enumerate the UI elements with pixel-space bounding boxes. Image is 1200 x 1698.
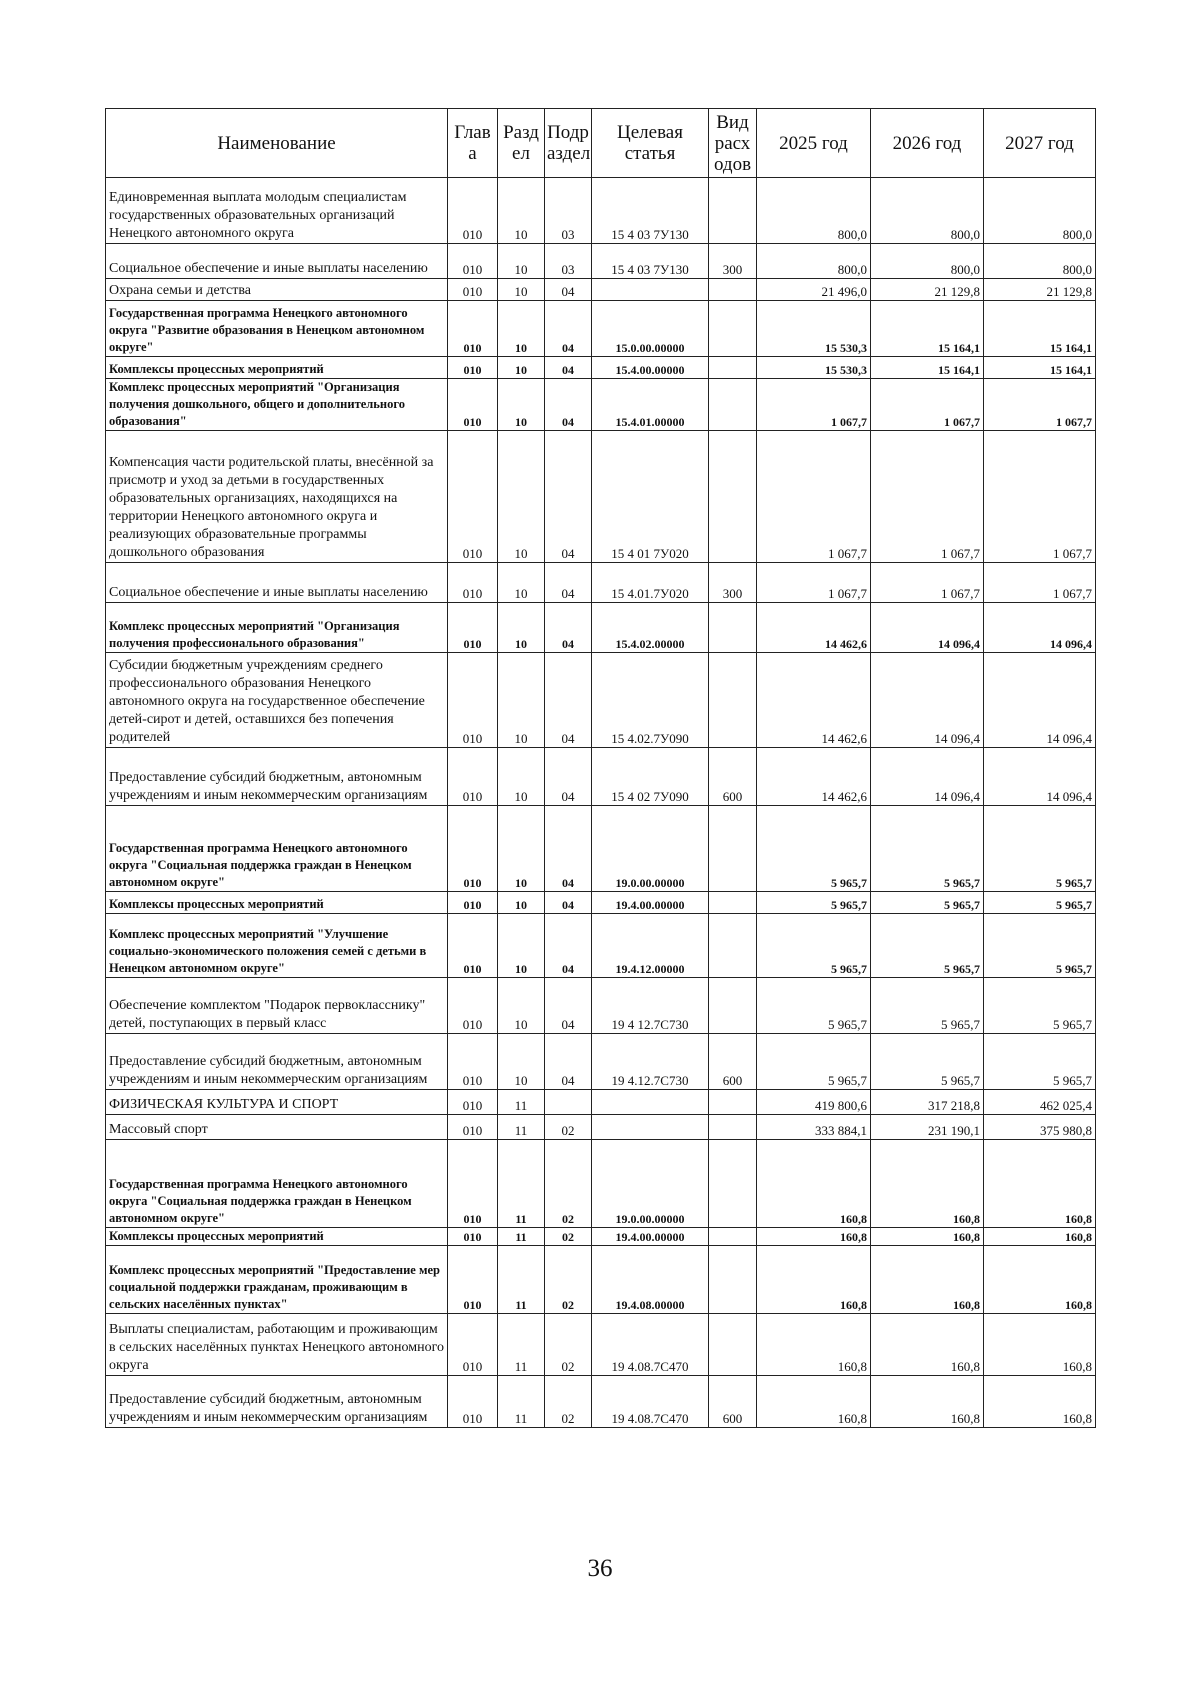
cell-year-2027: 1 067,7 [984, 563, 1096, 603]
cell-celevaya-statya: 19.0.00.00000 [592, 806, 709, 892]
cell-year-2026: 160,8 [871, 1376, 984, 1428]
table-row [106, 892, 1096, 914]
cell-glava: 010 [448, 379, 498, 431]
cell-year-2025: 333 884,1 [757, 1115, 871, 1140]
cell-podrazdel: 04 [545, 279, 592, 301]
cell-year-2026: 317 218,8 [871, 1090, 984, 1115]
header-glava: Глав а [448, 109, 498, 178]
cell-podrazdel: 04 [545, 748, 592, 806]
cell-razdel: 10 [498, 244, 545, 279]
cell-year-2025: 160,8 [757, 1228, 871, 1246]
cell-year-2027: 375 980,8 [984, 1115, 1096, 1140]
cell-razdel: 10 [498, 914, 545, 978]
cell-year-2025: 800,0 [757, 244, 871, 279]
table-row [106, 431, 1096, 563]
cell-year-2027: 160,8 [984, 1228, 1096, 1246]
header-year-2026: 2026 год [871, 109, 984, 178]
cell-year-2025: 5 965,7 [757, 806, 871, 892]
table-row [106, 653, 1096, 748]
cell-razdel: 11 [498, 1115, 545, 1140]
cell-year-2026: 160,8 [871, 1140, 984, 1228]
cell-celevaya-statya [592, 1115, 709, 1140]
cell-vid-rashodov: 300 [709, 244, 757, 279]
cell-year-2026: 5 965,7 [871, 978, 984, 1034]
cell-razdel: 10 [498, 379, 545, 431]
cell-celevaya-statya: 15.4.00.00000 [592, 357, 709, 379]
cell-razdel: 10 [498, 603, 545, 653]
cell-year-2027: 5 965,7 [984, 978, 1096, 1034]
cell-podrazdel: 04 [545, 563, 592, 603]
cell-year-2027: 14 096,4 [984, 748, 1096, 806]
table-row [106, 279, 1096, 301]
cell-name: Комплекс процессных мероприятий "Предоставление мер социальной поддержки гражданам, проживающим в сельских населённых пунктах" [106, 1246, 448, 1314]
cell-razdel: 11 [498, 1314, 545, 1376]
cell-celevaya-statya: 19.4.00.00000 [592, 1228, 709, 1246]
table-row [106, 1246, 1096, 1314]
cell-podrazdel: 03 [545, 178, 592, 244]
cell-podrazdel: 04 [545, 431, 592, 563]
cell-podrazdel: 02 [545, 1376, 592, 1428]
cell-glava: 010 [448, 279, 498, 301]
cell-celevaya-statya: 15.4.02.00000 [592, 603, 709, 653]
cell-year-2026: 160,8 [871, 1228, 984, 1246]
cell-celevaya-statya: 19.0.00.00000 [592, 1140, 709, 1228]
cell-celevaya-statya: 19 4 12.7С730 [592, 978, 709, 1034]
cell-razdel: 10 [498, 431, 545, 563]
table-row [106, 301, 1096, 357]
cell-year-2027: 1 067,7 [984, 379, 1096, 431]
cell-year-2026: 1 067,7 [871, 431, 984, 563]
cell-celevaya-statya: 19.4.08.00000 [592, 1246, 709, 1314]
cell-year-2025: 800,0 [757, 178, 871, 244]
cell-razdel: 10 [498, 563, 545, 603]
cell-year-2027: 15 164,1 [984, 301, 1096, 357]
table-row [106, 1090, 1096, 1115]
cell-year-2026: 1 067,7 [871, 379, 984, 431]
cell-vid-rashodov [709, 1246, 757, 1314]
cell-razdel: 11 [498, 1376, 545, 1428]
cell-razdel: 11 [498, 1140, 545, 1228]
cell-glava: 010 [448, 357, 498, 379]
cell-year-2027: 800,0 [984, 244, 1096, 279]
cell-vid-rashodov [709, 914, 757, 978]
cell-vid-rashodov: 300 [709, 563, 757, 603]
cell-razdel: 11 [498, 1246, 545, 1314]
cell-year-2026: 15 164,1 [871, 301, 984, 357]
cell-celevaya-statya: 19 4.08.7С470 [592, 1376, 709, 1428]
table-row [106, 178, 1096, 244]
table-row [106, 748, 1096, 806]
cell-year-2027: 5 965,7 [984, 892, 1096, 914]
cell-year-2026: 5 965,7 [871, 806, 984, 892]
cell-razdel: 11 [498, 1090, 545, 1115]
table-row [106, 1140, 1096, 1228]
table-row [106, 914, 1096, 978]
cell-glava: 010 [448, 978, 498, 1034]
cell-year-2027: 160,8 [984, 1376, 1096, 1428]
cell-podrazdel: 04 [545, 806, 592, 892]
cell-year-2027: 1 067,7 [984, 431, 1096, 563]
header-year-2025: 2025 год [757, 109, 871, 178]
cell-year-2025: 5 965,7 [757, 892, 871, 914]
cell-razdel: 10 [498, 892, 545, 914]
cell-podrazdel: 02 [545, 1314, 592, 1376]
cell-podrazdel: 04 [545, 653, 592, 748]
cell-celevaya-statya: 15.0.00.00000 [592, 301, 709, 357]
cell-vid-rashodov: 600 [709, 1034, 757, 1090]
cell-name: Социальное обеспечение и иные выплаты населению [106, 563, 448, 603]
cell-year-2025: 419 800,6 [757, 1090, 871, 1115]
cell-glava: 010 [448, 1246, 498, 1314]
cell-glava: 010 [448, 914, 498, 978]
cell-year-2026: 1 067,7 [871, 563, 984, 603]
cell-razdel: 10 [498, 357, 545, 379]
table-row [106, 1376, 1096, 1428]
cell-vid-rashodov [709, 301, 757, 357]
cell-celevaya-statya: 15 4.02.7У090 [592, 653, 709, 748]
cell-year-2026: 800,0 [871, 178, 984, 244]
cell-name: Охрана семьи и детства [106, 279, 448, 301]
cell-glava: 010 [448, 1376, 498, 1428]
cell-name: Предоставление субсидий бюджетным, автономным учреждениям и иным некоммерческим организациям [106, 1376, 448, 1428]
cell-vid-rashodov [709, 978, 757, 1034]
cell-year-2027: 15 164,1 [984, 357, 1096, 379]
cell-vid-rashodov [709, 279, 757, 301]
cell-name: Субсидии бюджетным учреждениям среднего профессионального образования Ненецкого автономного округа на государственное обеспечение детей-сирот и детей, оставшихся без попечения родителей [106, 653, 448, 748]
cell-vid-rashodov [709, 1228, 757, 1246]
header-razdel: Разд ел [498, 109, 545, 178]
cell-vid-rashodov [709, 806, 757, 892]
cell-year-2025: 15 530,3 [757, 357, 871, 379]
cell-podrazdel: 04 [545, 379, 592, 431]
table-row [106, 806, 1096, 892]
cell-razdel: 10 [498, 279, 545, 301]
cell-podrazdel: 04 [545, 978, 592, 1034]
cell-vid-rashodov [709, 1115, 757, 1140]
cell-year-2025: 5 965,7 [757, 914, 871, 978]
cell-name: Комплекс процессных мероприятий "Улучшение социально-экономического положения семей с детьми в Ненецком автономном округе" [106, 914, 448, 978]
cell-glava: 010 [448, 1034, 498, 1090]
cell-name: Выплаты специалистам, работающим и проживающим в сельских населённых пунктах Ненецкого автономного округа [106, 1314, 448, 1376]
cell-name: Государственная программа Ненецкого автономного округа "Развитие образования в Ненецком автономном округе" [106, 301, 448, 357]
cell-vid-rashodov [709, 357, 757, 379]
cell-celevaya-statya: 15 4.01.7У020 [592, 563, 709, 603]
cell-name: Массовый спорт [106, 1115, 448, 1140]
cell-celevaya-statya: 15 4 03 7У130 [592, 178, 709, 244]
cell-glava: 010 [448, 178, 498, 244]
cell-year-2025: 14 462,6 [757, 748, 871, 806]
cell-vid-rashodov [709, 653, 757, 748]
cell-year-2027: 160,8 [984, 1246, 1096, 1314]
cell-glava: 010 [448, 563, 498, 603]
cell-celevaya-statya: 15.4.01.00000 [592, 379, 709, 431]
cell-year-2025: 160,8 [757, 1314, 871, 1376]
cell-name: Предоставление субсидий бюджетным, автономным учреждениям и иным некоммерческим организациям [106, 748, 448, 806]
cell-year-2027: 5 965,7 [984, 914, 1096, 978]
cell-podrazdel: 02 [545, 1228, 592, 1246]
cell-name: Комплекс процессных мероприятий "Организация получения дошкольного, общего и дополнительного образования" [106, 379, 448, 431]
cell-name: Комплексы процессных мероприятий [106, 1228, 448, 1246]
cell-glava: 010 [448, 301, 498, 357]
cell-name: Государственная программа Ненецкого автономного округа "Социальная поддержка граждан в Ненецком автономном округе" [106, 806, 448, 892]
cell-podrazdel: 02 [545, 1246, 592, 1314]
cell-name: ФИЗИЧЕСКАЯ КУЛЬТУРА И СПОРТ [106, 1090, 448, 1115]
cell-name: Комплекс процессных мероприятий "Организация получения профессионального образования" [106, 603, 448, 653]
table-row [106, 563, 1096, 603]
table-row [106, 244, 1096, 279]
cell-glava: 010 [448, 806, 498, 892]
cell-year-2025: 14 462,6 [757, 653, 871, 748]
cell-year-2026: 160,8 [871, 1314, 984, 1376]
cell-podrazdel [545, 1090, 592, 1115]
cell-vid-rashodov: 600 [709, 748, 757, 806]
cell-glava: 010 [448, 1090, 498, 1115]
cell-glava: 010 [448, 1228, 498, 1246]
cell-razdel: 10 [498, 978, 545, 1034]
cell-celevaya-statya [592, 279, 709, 301]
cell-year-2025: 15 530,3 [757, 301, 871, 357]
cell-year-2026: 14 096,4 [871, 603, 984, 653]
table-row [106, 603, 1096, 653]
cell-razdel: 10 [498, 748, 545, 806]
cell-vid-rashodov [709, 1090, 757, 1115]
cell-name: Комплексы процессных мероприятий [106, 357, 448, 379]
cell-year-2027: 160,8 [984, 1140, 1096, 1228]
header-podrazdel: Подр аздел [545, 109, 592, 178]
cell-podrazdel: 04 [545, 603, 592, 653]
header-year-2027: 2027 год [984, 109, 1096, 178]
cell-year-2025: 160,8 [757, 1376, 871, 1428]
header-vid-rashodov: Вид расх одов [709, 109, 757, 178]
cell-podrazdel: 03 [545, 244, 592, 279]
cell-celevaya-statya: 15 4 01 7У020 [592, 431, 709, 563]
header-name: Наименование [106, 109, 448, 178]
cell-podrazdel: 04 [545, 301, 592, 357]
cell-podrazdel: 04 [545, 357, 592, 379]
cell-year-2025: 160,8 [757, 1140, 871, 1228]
cell-year-2026: 14 096,4 [871, 653, 984, 748]
cell-podrazdel: 04 [545, 914, 592, 978]
cell-podrazdel: 04 [545, 892, 592, 914]
cell-year-2025: 1 067,7 [757, 379, 871, 431]
table-row [106, 1314, 1096, 1376]
page-number: 36 [587, 1555, 613, 1582]
cell-name: Государственная программа Ненецкого автономного округа "Социальная поддержка граждан в Ненецком автономном округе" [106, 1140, 448, 1228]
table-row [106, 379, 1096, 431]
cell-razdel: 10 [498, 806, 545, 892]
cell-year-2025: 5 965,7 [757, 978, 871, 1034]
cell-year-2025: 14 462,6 [757, 603, 871, 653]
table-row [106, 1115, 1096, 1140]
cell-razdel: 11 [498, 1228, 545, 1246]
cell-vid-rashodov [709, 178, 757, 244]
table-row [106, 978, 1096, 1034]
cell-podrazdel: 02 [545, 1140, 592, 1228]
table-body [106, 178, 1096, 1428]
cell-vid-rashodov [709, 1314, 757, 1376]
cell-year-2025: 1 067,7 [757, 431, 871, 563]
cell-name: Социальное обеспечение и иные выплаты населению [106, 244, 448, 279]
cell-glava: 010 [448, 1115, 498, 1140]
cell-year-2027: 5 965,7 [984, 806, 1096, 892]
cell-vid-rashodov [709, 431, 757, 563]
budget-table [105, 108, 1096, 1428]
cell-vid-rashodov [709, 603, 757, 653]
cell-glava: 010 [448, 1140, 498, 1228]
cell-vid-rashodov [709, 892, 757, 914]
cell-celevaya-statya: 19 4.08.7С470 [592, 1314, 709, 1376]
cell-glava: 010 [448, 431, 498, 563]
table-row [106, 1228, 1096, 1246]
cell-year-2026: 14 096,4 [871, 748, 984, 806]
cell-razdel: 10 [498, 301, 545, 357]
cell-celevaya-statya: 15 4 02 7У090 [592, 748, 709, 806]
cell-celevaya-statya [592, 1090, 709, 1115]
cell-year-2026: 21 129,8 [871, 279, 984, 301]
cell-year-2026: 231 190,1 [871, 1115, 984, 1140]
cell-name: Комплексы процессных мероприятий [106, 892, 448, 914]
cell-year-2027: 462 025,4 [984, 1090, 1096, 1115]
cell-year-2025: 21 496,0 [757, 279, 871, 301]
cell-glava: 010 [448, 603, 498, 653]
cell-year-2026: 5 965,7 [871, 892, 984, 914]
cell-name: Предоставление субсидий бюджетным, автономным учреждениям и иным некоммерческим организациям [106, 1034, 448, 1090]
cell-name: Единовременная выплата молодым специалистам государственных образовательных организаций Ненецкого автономного округа [106, 178, 448, 244]
header-celevaya-statya: Целевая статья [592, 109, 709, 178]
cell-vid-rashodov [709, 379, 757, 431]
cell-year-2025: 1 067,7 [757, 563, 871, 603]
cell-year-2027: 14 096,4 [984, 603, 1096, 653]
cell-glava: 010 [448, 653, 498, 748]
cell-razdel: 10 [498, 1034, 545, 1090]
cell-podrazdel: 02 [545, 1115, 592, 1140]
cell-glava: 010 [448, 892, 498, 914]
cell-year-2027: 160,8 [984, 1314, 1096, 1376]
cell-razdel: 10 [498, 653, 545, 748]
cell-year-2026: 5 965,7 [871, 914, 984, 978]
cell-year-2027: 21 129,8 [984, 279, 1096, 301]
cell-vid-rashodov [709, 1140, 757, 1228]
cell-podrazdel: 04 [545, 1034, 592, 1090]
cell-celevaya-statya: 15 4 03 7У130 [592, 244, 709, 279]
table-row [106, 1034, 1096, 1090]
header-row [106, 109, 1096, 178]
cell-celevaya-statya: 19.4.00.00000 [592, 892, 709, 914]
cell-year-2026: 5 965,7 [871, 1034, 984, 1090]
cell-year-2027: 5 965,7 [984, 1034, 1096, 1090]
cell-year-2027: 14 096,4 [984, 653, 1096, 748]
cell-razdel: 10 [498, 178, 545, 244]
cell-glava: 010 [448, 748, 498, 806]
cell-year-2026: 800,0 [871, 244, 984, 279]
cell-celevaya-statya: 19 4.12.7С730 [592, 1034, 709, 1090]
cell-celevaya-statya: 19.4.12.00000 [592, 914, 709, 978]
cell-year-2025: 160,8 [757, 1246, 871, 1314]
cell-year-2025: 5 965,7 [757, 1034, 871, 1090]
cell-year-2026: 15 164,1 [871, 357, 984, 379]
cell-year-2027: 800,0 [984, 178, 1096, 244]
cell-glava: 010 [448, 244, 498, 279]
cell-glava: 010 [448, 1314, 498, 1376]
cell-name: Обеспечение комплектом "Подарок первокласснику" детей, поступающих в первый класс [106, 978, 448, 1034]
cell-year-2026: 160,8 [871, 1246, 984, 1314]
cell-vid-rashodov: 600 [709, 1376, 757, 1428]
cell-name: Компенсация части родительской платы, внесённой за присмотр и уход за детьми в государственных образовательных организациях, находящихся на территории Ненецкого автономного округа и реализующих образовательные программы дошкольного образования [106, 431, 448, 563]
table-row [106, 357, 1096, 379]
